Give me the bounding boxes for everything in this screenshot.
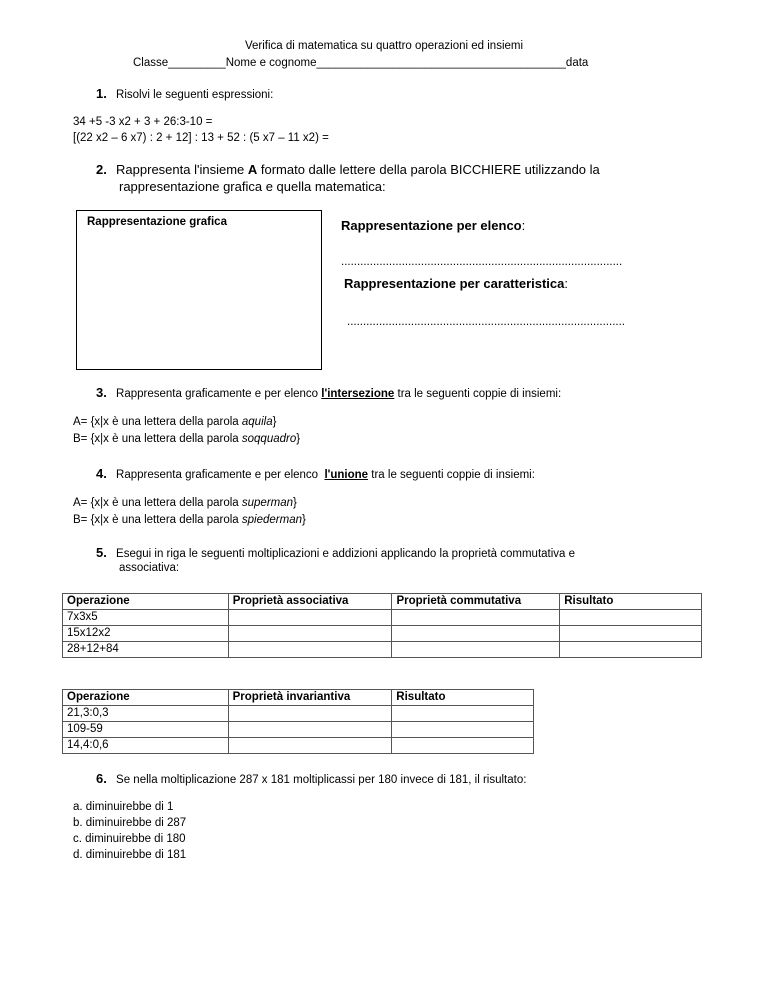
question-text: Rappresenta graficamente e per elenco l'intersezione tra le seguenti coppie di insiemi:: [116, 388, 562, 400]
option-b[interactable]: b. diminuirebbe di 287: [73, 817, 187, 829]
table-header: Operazione: [63, 594, 229, 610]
operation-cell: 7x3x5: [63, 610, 229, 626]
set-a: A= {x|x è una lettera della parola superman}: [73, 497, 297, 509]
operation-cell: 109-59: [63, 722, 229, 738]
question-number: 2.: [96, 162, 107, 177]
answer-cell[interactable]: [228, 738, 392, 754]
question-3: [96, 385, 561, 400]
table-row: [63, 722, 534, 738]
question-text: Esegui in riga le seguenti moltiplicazioni e addizioni applicando la proprietà commutativa e: [116, 548, 576, 560]
table-header: Proprietà commutativa: [392, 594, 560, 610]
set-a: A= {x|x è una lettera della parola aquila}: [73, 416, 277, 428]
answer-cell[interactable]: [228, 722, 392, 738]
answer-cell[interactable]: [392, 610, 560, 626]
question-number: 5.: [96, 545, 107, 560]
answer-cell[interactable]: [392, 706, 534, 722]
question-text-line2: associativa:: [119, 562, 180, 574]
question-5: [96, 545, 575, 560]
caratteristica-answer-line: .......................................................................................: [347, 316, 625, 328]
answer-cell[interactable]: [560, 610, 702, 626]
table-header: Risultato: [392, 690, 534, 706]
table-row: [63, 610, 702, 626]
answer-cell[interactable]: [228, 610, 392, 626]
option-c[interactable]: c. diminuirebbe di 180: [73, 833, 186, 845]
table-header: Proprietà invariantiva: [228, 690, 392, 706]
question-text-line2: rappresentazione grafica e quella matematica:: [119, 179, 386, 194]
table-row: [63, 626, 702, 642]
table-header-row: [63, 594, 702, 610]
operation-cell: 14,4:0,6: [63, 738, 229, 754]
question-6: [96, 771, 526, 786]
table-row: [63, 706, 534, 722]
answer-cell[interactable]: [392, 626, 560, 642]
option-a[interactable]: a. diminuirebbe di 1: [73, 801, 174, 813]
student-info-line: Classe_________Nome e cognome_______________________________________data: [133, 57, 589, 69]
operation-cell: 28+12+84: [63, 642, 229, 658]
invariant-table: [62, 689, 534, 754]
graphic-representation-box: [76, 210, 322, 370]
document-title: Verifica di matematica su quattro operazioni ed insiemi: [244, 40, 524, 52]
table-header: Operazione: [63, 690, 229, 706]
operation-cell: 21,3:0,3: [63, 706, 229, 722]
question-number: 3.: [96, 385, 107, 400]
operation-cell: 15x12x2: [63, 626, 229, 642]
answer-cell[interactable]: [392, 738, 534, 754]
question-text: Risolvi le seguenti espressioni:: [116, 89, 274, 101]
table-header: Proprietà associativa: [228, 594, 392, 610]
box-title: Rappresentazione grafica: [87, 216, 227, 228]
question-text: Se nella moltiplicazione 287 x 181 moltiplicassi per 180 invece di 181, il risultato:: [116, 774, 527, 786]
table-row: [63, 642, 702, 658]
question-4: [96, 466, 535, 481]
table-header-row: [63, 690, 534, 706]
elenco-answer-line: ........................................................................................: [341, 256, 623, 268]
answer-cell[interactable]: [228, 642, 392, 658]
answer-cell[interactable]: [560, 626, 702, 642]
question-1: [96, 86, 273, 101]
answer-cell[interactable]: [228, 626, 392, 642]
answer-cell[interactable]: [392, 642, 560, 658]
table-row: [63, 738, 534, 754]
answer-cell[interactable]: [392, 722, 534, 738]
expression-1: 34 +5 -3 x2 + 3 + 26:3-10 =: [73, 116, 213, 128]
question-text: Rappresenta l'insieme A formato dalle lettere della parola BICCHIERE utilizzando la: [116, 162, 600, 177]
properties-table: [62, 593, 702, 658]
table-header: Risultato: [560, 594, 702, 610]
question-text: Rappresenta graficamente e per elenco l'unione tra le seguenti coppie di insiemi:: [116, 469, 535, 481]
set-b: B= {x|x è una lettera della parola soqquadro}: [73, 433, 301, 445]
answer-cell[interactable]: [228, 706, 392, 722]
expression-2: [(22 x2 – 6 x7) : 2 + 12] : 13 + 52 : (5 x7 – 11 x2) =: [73, 132, 329, 144]
option-d[interactable]: d. diminuirebbe di 181: [73, 849, 187, 861]
question-number: 6.: [96, 771, 107, 786]
question-number: 1.: [96, 86, 107, 101]
question-number: 4.: [96, 466, 107, 481]
elenco-label: Rappresentazione per elenco:: [341, 218, 526, 233]
caratteristica-label: Rappresentazione per caratteristica:: [344, 276, 568, 291]
answer-cell[interactable]: [560, 642, 702, 658]
set-b: B= {x|x è una lettera della parola spiederman}: [73, 514, 306, 526]
question-2: [96, 162, 600, 177]
